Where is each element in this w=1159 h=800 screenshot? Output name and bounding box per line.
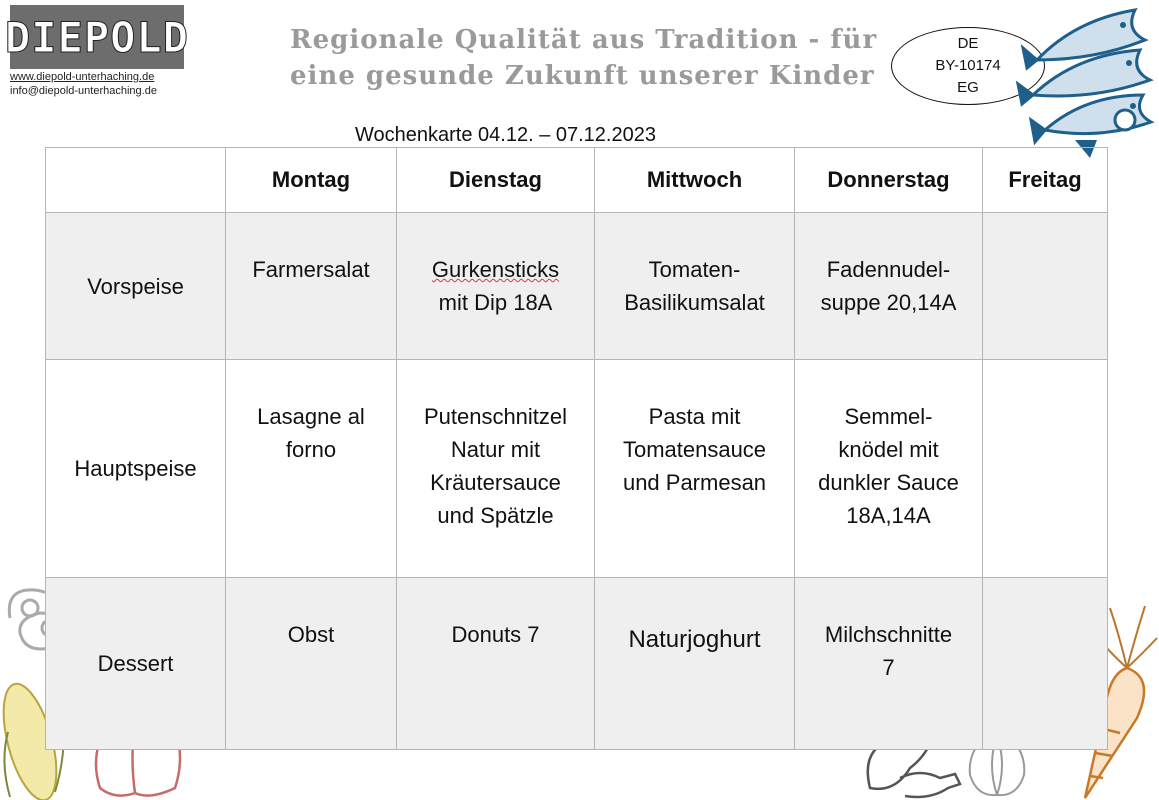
- header-monday: Montag: [226, 148, 397, 213]
- menu-cell: Pasta mit Tomatensauce und Parmesan: [595, 360, 795, 578]
- menu-cell: Gurkensticks mit Dip 18A: [397, 213, 595, 360]
- menu-cell-empty: [983, 213, 1108, 360]
- diepold-logo: DIEPOLD: [10, 5, 184, 69]
- header-wednesday: Mittwoch: [595, 148, 795, 213]
- menu-cell: Fadennudel- suppe 20,14A: [795, 213, 983, 360]
- email-link[interactable]: info@diepold-unterhaching.de: [10, 85, 157, 97]
- table-row-vorspeise: [46, 213, 1108, 360]
- website-link[interactable]: www.diepold-unterhaching.de: [10, 71, 155, 83]
- tagline-line-1: Regionale Qualität aus Tradition - für: [290, 25, 878, 55]
- menu-cell-empty: [983, 360, 1108, 578]
- header-thursday: Donnerstag: [795, 148, 983, 213]
- header-corner: [46, 148, 226, 213]
- fish-illustration: [1015, 0, 1159, 160]
- table-row-dessert: [46, 578, 1108, 750]
- badge-line-3: EG: [957, 79, 979, 96]
- tagline-line-2: eine gesunde Zukunft unserer Kinder: [290, 61, 875, 91]
- row-label-vorspeise: Vorspeise: [46, 213, 226, 360]
- menu-cell-empty: [983, 578, 1108, 750]
- badge-line-2: BY-10174: [935, 57, 1001, 74]
- menu-cell: Naturjoghurt: [595, 578, 795, 750]
- menu-cell: Putenschnitzel Natur mit Kräutersauce und Spätzle: [397, 360, 595, 578]
- menu-cell: Donuts 7: [397, 578, 595, 750]
- spellcheck-word: Gurkensticks: [431, 257, 560, 282]
- menu-cell: Milchschnitte 7: [795, 578, 983, 750]
- menu-cell: Farmersalat: [226, 213, 397, 360]
- table-row-hauptspeise: [46, 360, 1108, 578]
- table-header-row: [46, 148, 1108, 213]
- menu-cell: Tomaten- Basilikumsalat: [595, 213, 795, 360]
- row-label-dessert: Dessert: [46, 578, 226, 750]
- tagline: [290, 22, 878, 94]
- weekly-menu-table: [45, 147, 1108, 750]
- menu-cell: Obst: [226, 578, 397, 750]
- header-friday: Freitag: [983, 148, 1108, 213]
- row-label-hauptspeise: Hauptspeise: [46, 360, 226, 578]
- header-tuesday: Dienstag: [397, 148, 595, 213]
- badge-line-1: DE: [957, 35, 979, 52]
- week-title: Wochenkarte 04.12. – 07.12.2023: [355, 124, 656, 146]
- menu-cell: Semmel- knödel mit dunkler Sauce 18A,14A: [795, 360, 983, 578]
- menu-cell: Lasagne al forno: [226, 360, 397, 578]
